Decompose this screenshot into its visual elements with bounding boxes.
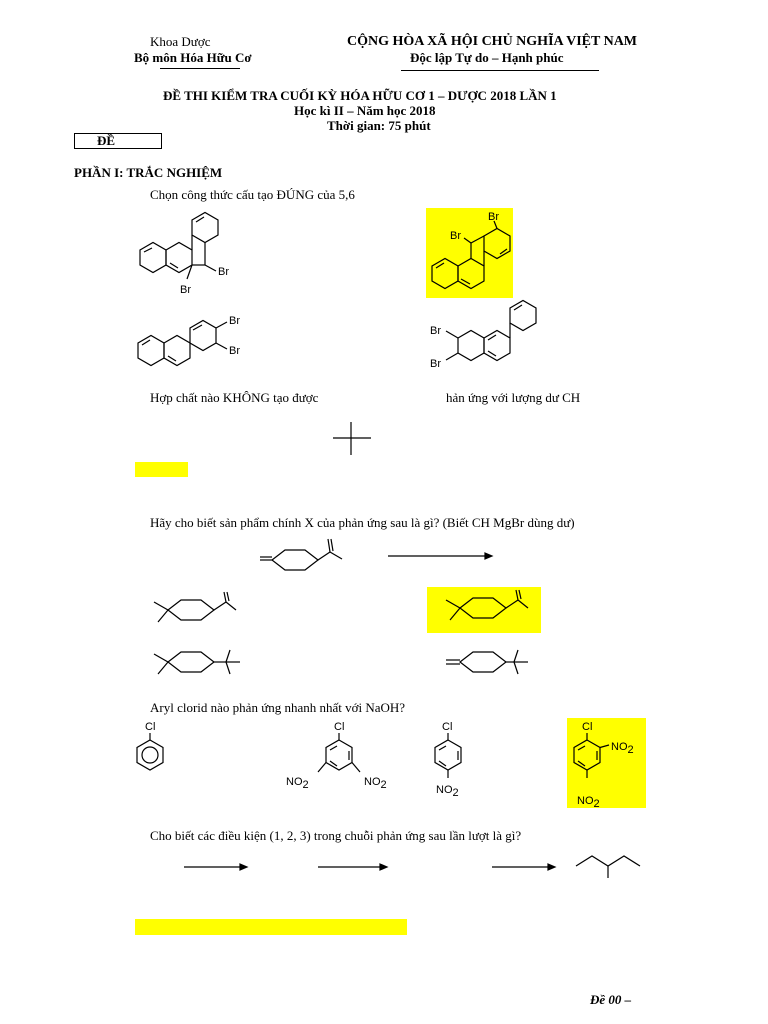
q4b-cl-label: Cl	[334, 721, 345, 733]
q4b-no2-sub-2: 2	[380, 779, 387, 791]
q5-arrow-1	[182, 860, 252, 874]
q1-option-a-structure	[130, 205, 240, 300]
q4d-no2-sub-2: 2	[593, 798, 600, 810]
svg-text:NO2	[436, 784, 459, 799]
q5-answer-highlight	[135, 919, 407, 935]
q3-option-a-structure	[148, 590, 238, 635]
q1c-br-label-1: Br	[229, 315, 240, 327]
q3-reactant-structure	[250, 535, 360, 585]
q4b-no2-label-1: NO	[286, 776, 303, 788]
svg-text:NO2	[364, 776, 387, 791]
q1c-br-label-2: Br	[229, 345, 240, 357]
q1b-br-label-1: Br	[450, 230, 461, 242]
motto-underline	[401, 70, 599, 71]
q1-option-d-structure	[426, 300, 546, 375]
q4a-cl-label: Cl	[145, 721, 156, 733]
page-footer: Đề 00 –	[590, 992, 632, 1007]
exam-code-label: ĐỀ	[97, 133, 116, 148]
q4c-cl-label: Cl	[442, 721, 453, 733]
q4d-no2-label-1: NO	[611, 741, 628, 753]
q5-product-structure	[572, 850, 642, 880]
question-2-text-left: Hợp chất nào KHÔNG tạo được	[150, 390, 319, 405]
q4-option-b-structure	[280, 718, 400, 798]
q3-option-d-structure	[440, 640, 540, 690]
q2-cross-structure	[333, 422, 373, 456]
faculty-name: Khoa Dược	[150, 34, 211, 49]
exam-semester: Học kì II – Năm học 2018	[294, 103, 436, 118]
q4c-no2-label: NO	[436, 784, 453, 796]
question-5-text: Cho biết các điều kiện (1, 2, 3) trong chuỗi phản ứng sau lần lượt là gì?	[150, 828, 522, 843]
q4b-no2-label-2: NO	[364, 776, 381, 788]
q1-option-b-structure	[426, 208, 513, 298]
q1a-br-label-2: Br	[180, 284, 191, 296]
question-3-text: Hãy cho biết sản phẩm chính X của phản ứng sau là gì? (Biết CH MgBr dùng dư)	[150, 515, 575, 530]
department-name: Bộ môn Hóa Hữu Cơ	[134, 50, 252, 65]
section-title: PHẦN I: TRẮC NGHIỆM	[74, 165, 223, 180]
q5-arrow-2	[316, 860, 394, 874]
svg-text:NO2	[577, 795, 600, 810]
q1a-br-label-1: Br	[218, 266, 229, 278]
q1d-br-label-2: Br	[430, 358, 441, 370]
q4-option-c-structure	[420, 718, 480, 808]
department-underline	[160, 68, 240, 69]
svg-text:NO2	[611, 741, 634, 756]
q4-option-d-structure	[567, 718, 646, 808]
q1b-br-label-2: Br	[488, 211, 499, 223]
q3-reaction-arrow	[385, 549, 495, 563]
q4d-cl-label: Cl	[582, 721, 593, 733]
q4b-no2-sub-1: 2	[302, 779, 309, 791]
q1d-br-label-1: Br	[430, 325, 441, 337]
exam-duration: Thời gian: 75 phút	[327, 118, 431, 133]
q4-option-a-structure	[130, 718, 180, 778]
q4d-no2-sub-1: 2	[627, 744, 634, 756]
svg-text:NO2	[286, 776, 309, 791]
exam-code-box	[74, 133, 162, 149]
q4d-no2-label-2: NO	[577, 795, 594, 807]
question-2-text-right: hản ứng với lượng dư CH	[446, 390, 581, 405]
republic-title: CỘNG HÒA XÃ HỘI CHỦ NGHĨA VIỆT NAM	[347, 34, 638, 49]
question-4-text: Aryl clorid nào phản ứng nhanh nhất với NaOH?	[150, 700, 406, 715]
q1-option-c-structure	[130, 300, 250, 370]
q4c-no2-sub: 2	[452, 787, 459, 799]
national-motto: Độc lập Tự do – Hạnh phúc	[410, 50, 564, 65]
q2-answer-highlight	[135, 462, 188, 477]
exam-title: ĐỀ THI KIỂM TRA CUỐI KỲ HÓA HỮU CƠ 1 – DƯỢC 2018 LẦN 1	[163, 88, 557, 103]
q3-option-c-structure	[148, 640, 248, 690]
question-1-text: Chọn công thức cấu tạo ĐÚNG của 5,6	[150, 187, 355, 202]
q5-arrow-3	[490, 860, 562, 874]
q3-option-b-structure	[440, 588, 540, 633]
